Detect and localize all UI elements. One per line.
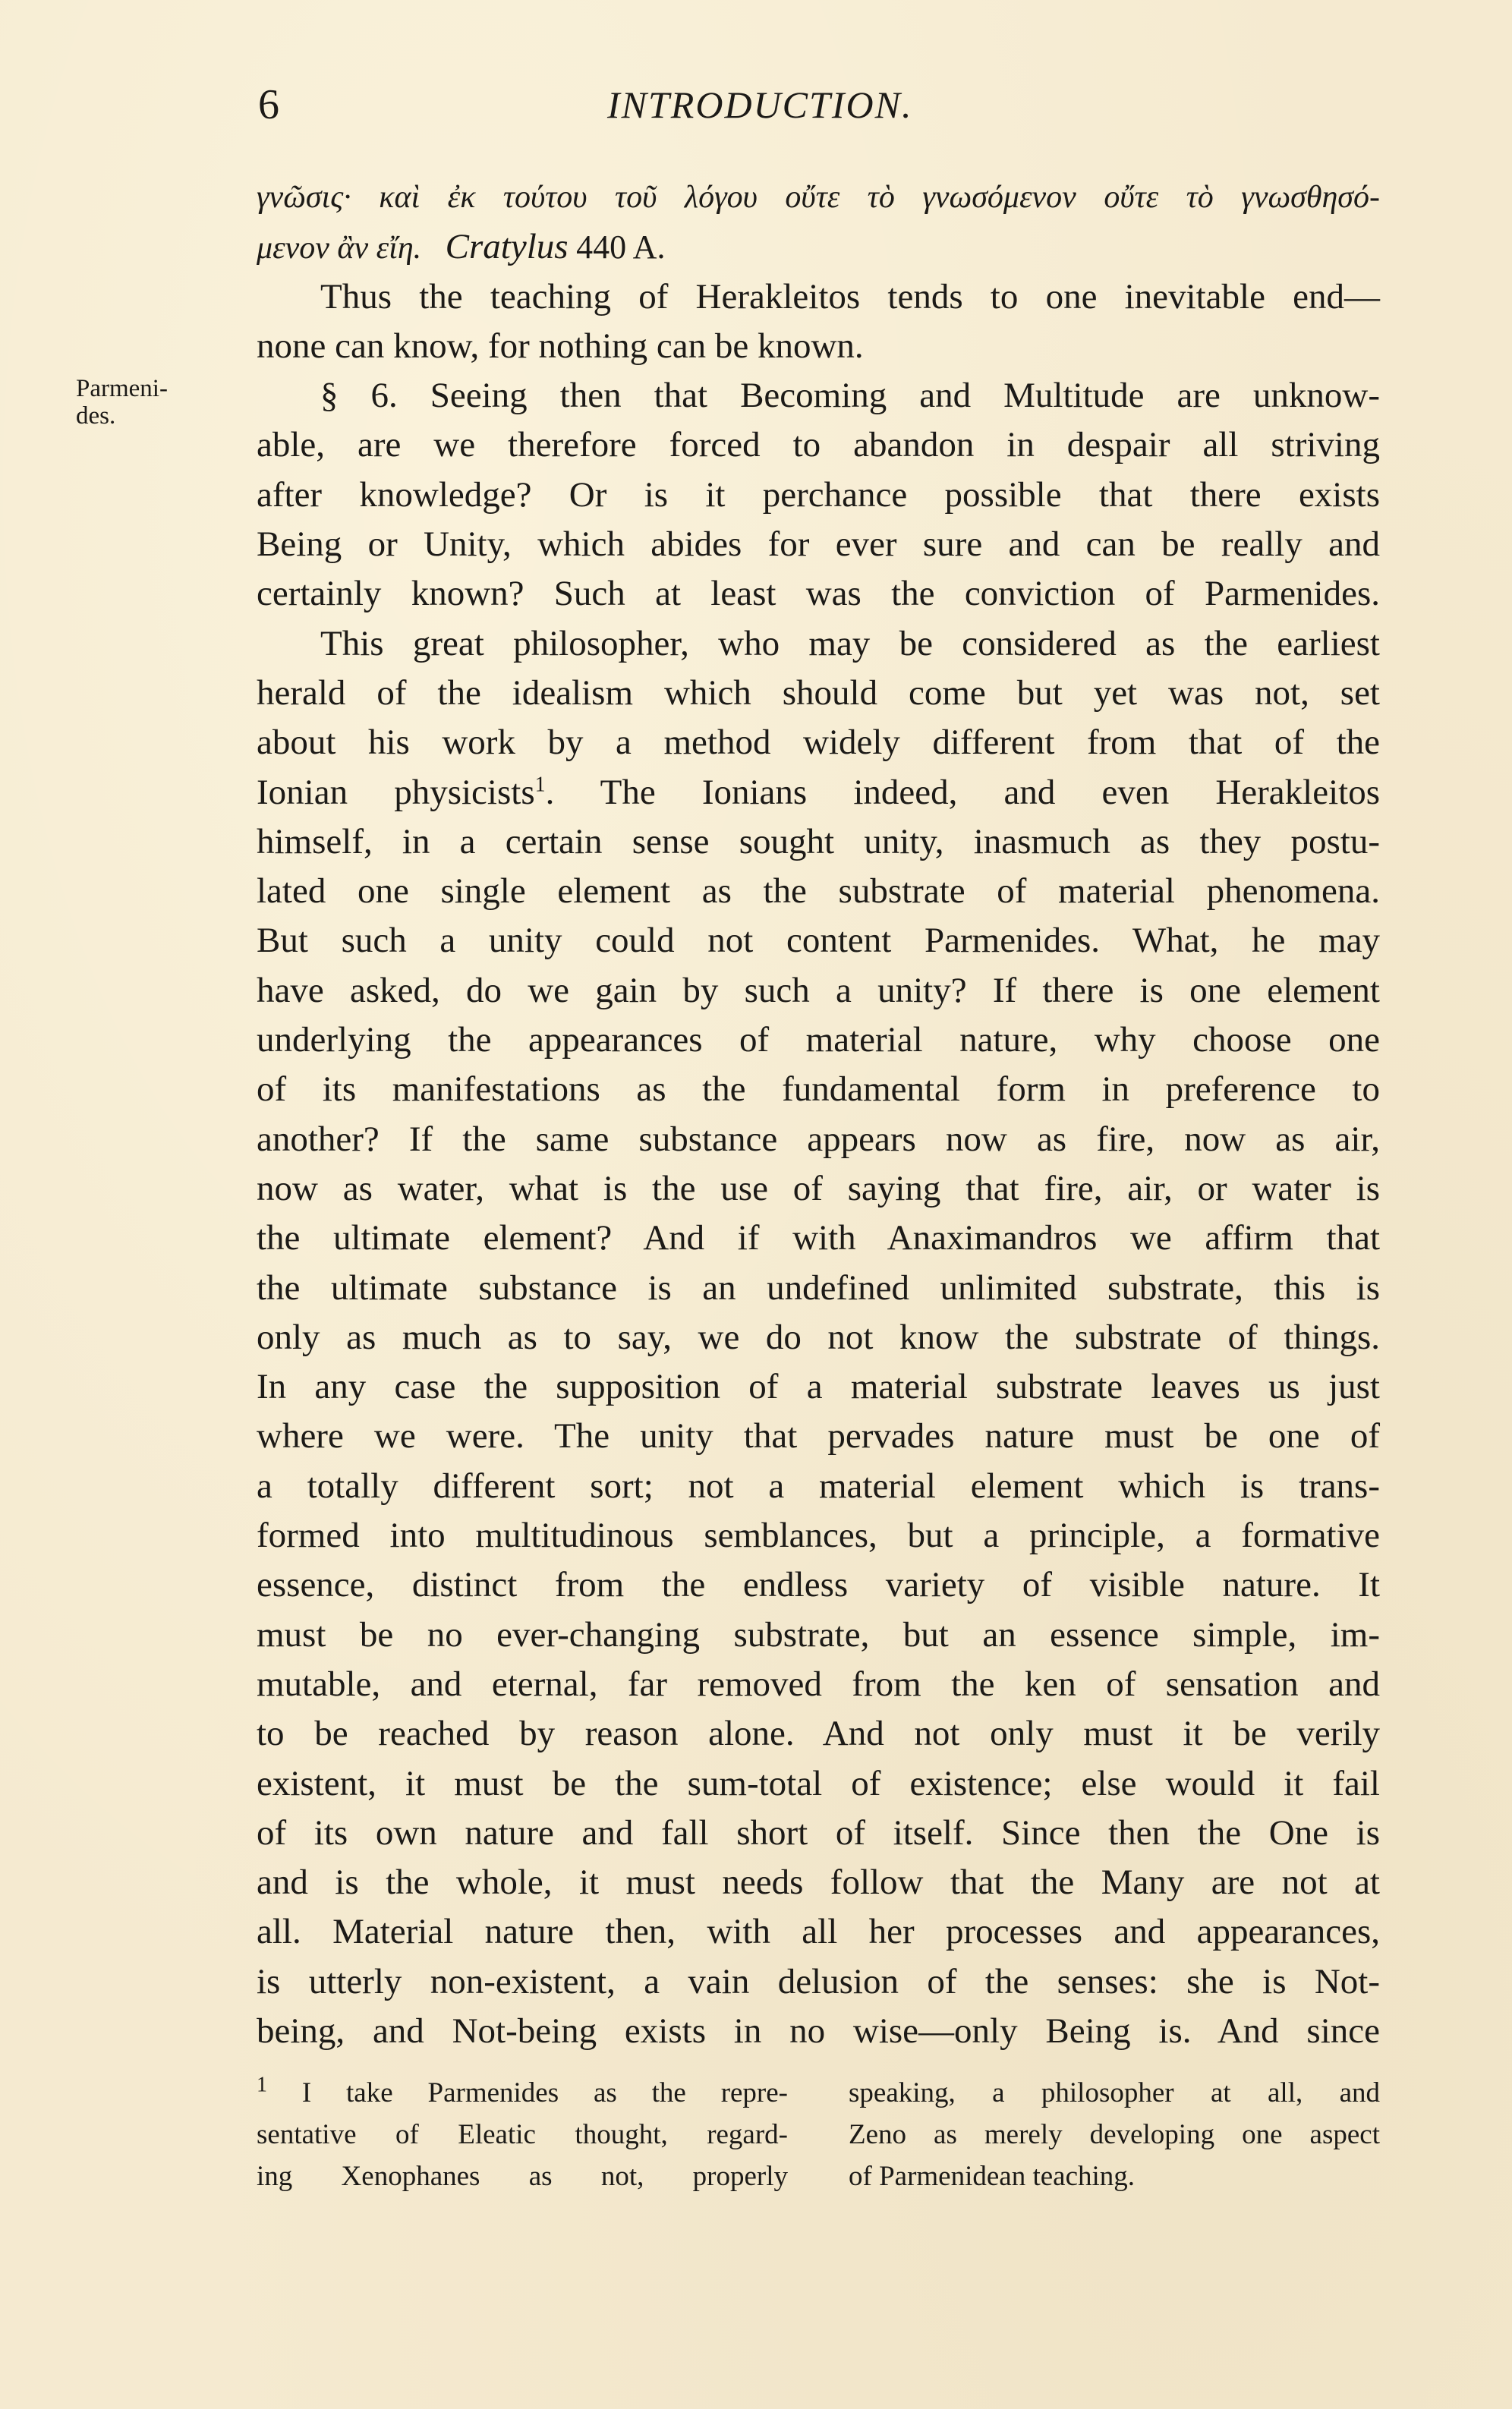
body-line: of its own nature and fall short of itself. Since then the One is — [257, 1812, 1380, 1853]
body-line: a totally different sort; not a material element which is trans- — [257, 1466, 1380, 1506]
body-line: the ultimate substance is an undefined unlimited substrate, this is — [257, 1267, 1380, 1308]
body-line: now as water, what is the use of saying that fire, air, or water is — [257, 1168, 1380, 1208]
margin-note — [76, 375, 228, 430]
running-head: INTRODUCTION. — [607, 83, 913, 126]
body-line: certainly known? Such at least was the conviction of Parmenides. — [257, 574, 1380, 614]
body-text-fragment: . The Ionians indeed, and even Herakleitos — [545, 772, 1380, 812]
citation-title: Cratylus — [445, 227, 569, 267]
greek-quote-line — [257, 222, 1380, 272]
body-line: and is the whole, it must needs follow that the Many are not at — [257, 1863, 1380, 1903]
body-line: after knowledge? Or is it perchance possible that there exists — [257, 474, 1380, 515]
body-line: the ultimate element? And if with Anaximandros we affirm that — [257, 1218, 1380, 1258]
body-line: existent, it must be the sum-total of existence; else would it fail — [257, 1763, 1380, 1803]
body-line: must be no ever-changing substrate, but an essence simple, im- — [257, 1614, 1380, 1655]
footnote-line — [257, 2072, 788, 2114]
body-line: essence, distinct from the endless variety of visible nature. It — [257, 1565, 1380, 1605]
footnote-column-left — [257, 2072, 788, 2197]
body-line: another? If the same substance appears now as fire, now as air, — [257, 1119, 1380, 1159]
footnote-marker: 1 — [257, 2073, 267, 2097]
footnote-reference[interactable]: 1 — [534, 772, 546, 796]
body-line: about his work by a method widely different from that of the — [257, 723, 1380, 763]
footnote-line: ing Xenophanes as not, properly — [257, 2161, 788, 2192]
body-line: none can know, for nothing can be known. — [257, 326, 864, 366]
footnote-line: speaking, a philosopher at all, and — [849, 2077, 1380, 2108]
body-line: This great philosopher, who may be considered as the earliest — [320, 623, 1380, 663]
body-line: But such a unity could not content Parmenides. What, he may — [257, 921, 1380, 961]
body-line: to be reached by reason alone. And not only must it be verily — [257, 1714, 1380, 1754]
body-line: all. Material nature then, with all her processes and appearances, — [257, 1912, 1380, 1952]
body-line: able, are we therefore forced to abandon in despair all striving — [257, 425, 1380, 465]
footnote-line: of Parmenidean teaching. — [849, 2161, 1136, 2192]
body-line: mutable, and eternal, far removed from the ken of sensation and — [257, 1664, 1380, 1704]
footnote-text: I take Parmenides as the repre- — [267, 2077, 788, 2108]
footnote-line: sentative of Eleatic thought, regard- — [257, 2119, 788, 2150]
body-line: lated one single element as the substrate of material phenomena. — [257, 871, 1380, 912]
body-text — [257, 173, 1380, 2056]
body-line: is utterly non-existent, a vain delusion of the senses: she is Not- — [257, 1961, 1380, 2001]
body-line: Being or Unity, which abides for ever sure and can be really and — [257, 524, 1380, 565]
footnote-line: Zeno as merely developing one aspect — [849, 2119, 1380, 2150]
body-line: where we were. The unity that pervades nature must be one of — [257, 1416, 1380, 1456]
body-line: underlying the appearances of material nature, why choose one — [257, 1020, 1380, 1060]
greek-quote-text: μενον ἂν εἴη. — [257, 231, 422, 266]
body-line: being, and Not-being exists in no wise—only Being is. And since — [257, 2011, 1380, 2051]
body-line: of its manifestations as the fundamental form in preference to — [257, 1069, 1380, 1110]
margin-note-line: des. — [76, 402, 116, 430]
body-line: only as much as to say, we do not know the substrate of things. — [257, 1317, 1380, 1357]
section-heading-line: § 6. Seeing then that Becoming and Multitude are unknow- — [320, 376, 1380, 416]
body-line — [257, 768, 1380, 817]
greek-quote-line: γνῶσις· καὶ ἐκ τούτου τοῦ λόγου οὔτε τὸ γνωσόμενον οὔτε τὸ γνωσθησό- — [257, 180, 1380, 215]
body-line: himself, in a certain sense sought unity, inasmuch as they postu- — [257, 821, 1380, 861]
body-line: In any case the supposition of a material substrate leaves us just — [257, 1367, 1380, 1407]
footnotes — [257, 2072, 1380, 2197]
body-line: Thus the teaching of Herakleitos tends to one inevitable end— — [320, 276, 1380, 316]
footnote-column-right — [849, 2072, 1380, 2197]
body-line: have asked, do we gain by such a unity? If there is one element — [257, 970, 1380, 1010]
body-line: formed into multitudinous semblances, but a principle, a formative — [257, 1516, 1380, 1556]
page-number: 6 — [258, 81, 279, 128]
body-line: herald of the idealism which should come but yet was not, set — [257, 672, 1380, 713]
margin-note-line: Parmeni- — [76, 375, 168, 402]
citation-number: 440 A. — [576, 228, 666, 266]
body-text-fragment: Ionian physicists — [257, 772, 535, 812]
